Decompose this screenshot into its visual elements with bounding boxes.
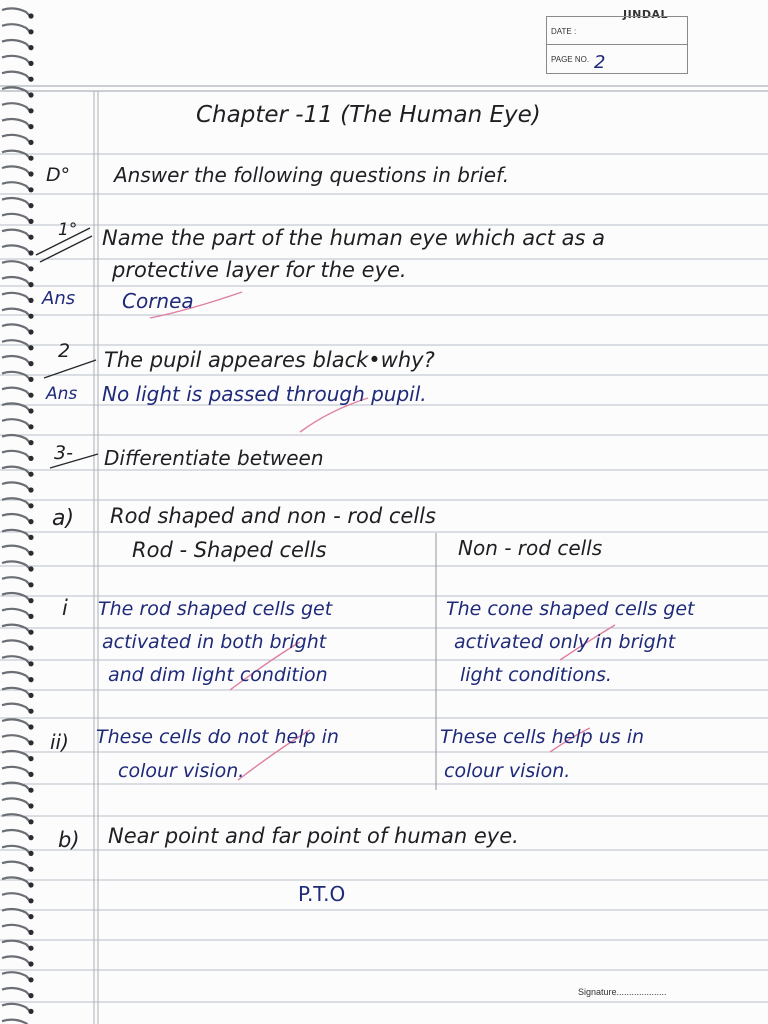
spiral-ring xyxy=(2,403,30,411)
binding-hole xyxy=(28,835,33,840)
spiral-ring xyxy=(2,735,30,743)
cone-cell-line: The cone shaped cells get xyxy=(446,598,695,620)
spiral-ring xyxy=(2,498,30,506)
binding-hole xyxy=(28,187,33,192)
binding-hole xyxy=(28,503,33,508)
spiral-ring xyxy=(2,925,30,933)
spiral-ring xyxy=(2,909,30,917)
spiral-ring xyxy=(2,72,30,80)
binding-hole xyxy=(28,77,33,82)
question-line: The pupil appeares black•why? xyxy=(104,348,435,372)
binding-hole xyxy=(28,282,33,287)
spiral-ring xyxy=(2,704,30,712)
spiral-ring xyxy=(2,625,30,633)
binding-hole xyxy=(28,677,33,682)
instruction-label: D° xyxy=(46,164,71,186)
binding-hole xyxy=(28,314,33,319)
spiral-ring xyxy=(2,561,30,569)
rod-cell-line: activated in both bright xyxy=(102,631,327,653)
binding-hole xyxy=(28,551,33,556)
page-no-value: 2 xyxy=(594,52,606,73)
spiral-ring xyxy=(2,388,30,396)
binding-hole xyxy=(28,377,33,382)
binding-hole xyxy=(28,140,33,145)
spiral-ring xyxy=(2,182,30,190)
binding-hole xyxy=(28,614,33,619)
binding-hole xyxy=(28,724,33,729)
spiral-ring xyxy=(2,8,30,16)
binding-hole xyxy=(28,13,33,18)
spiral-ring xyxy=(2,640,30,648)
binding-hole xyxy=(28,298,33,303)
spiral-ring xyxy=(2,798,30,806)
spiral-ring xyxy=(2,609,30,617)
spiral-ring xyxy=(2,814,30,822)
binding-hole xyxy=(28,361,33,366)
instruction-text: Answer the following questions in brief. xyxy=(114,163,510,187)
binding-hole xyxy=(28,124,33,129)
spiral-ring xyxy=(2,877,30,885)
spiral-ring xyxy=(2,324,30,332)
binding-hole xyxy=(28,519,33,524)
binding-hole xyxy=(28,1009,33,1014)
signature-label: Signature.................... xyxy=(578,987,667,997)
binding-hole xyxy=(28,819,33,824)
spiral-ring xyxy=(2,482,30,490)
spiral-ring xyxy=(2,941,30,949)
binding-hole xyxy=(28,171,33,176)
binding-hole xyxy=(28,772,33,777)
spiral-ring xyxy=(2,135,30,143)
spiral-ring xyxy=(2,751,30,759)
cone-cell-line: activated only in bright xyxy=(454,631,676,653)
pto-note: P.T.O xyxy=(298,882,346,906)
binding-hole xyxy=(28,946,33,951)
cone-cell-line: light conditions. xyxy=(460,664,612,686)
binding-hole xyxy=(28,472,33,477)
binding-hole xyxy=(28,693,33,698)
binding-hole xyxy=(28,630,33,635)
question-number: 2 xyxy=(58,340,71,362)
binding-hole xyxy=(28,709,33,714)
binding-hole xyxy=(28,867,33,872)
spiral-ring xyxy=(2,261,30,269)
spiral-ring xyxy=(2,40,30,48)
box-divider xyxy=(547,44,687,45)
answer-label: Ans xyxy=(42,288,76,309)
spiral-ring xyxy=(2,1004,30,1012)
binding-hole xyxy=(28,440,33,445)
rod-cell-line: These cells do not help in xyxy=(96,726,339,748)
date-label: DATE : xyxy=(551,27,577,36)
spiral-ring xyxy=(2,293,30,301)
cone-cell-line: colour vision. xyxy=(444,760,571,782)
spiral-ring xyxy=(2,688,30,696)
spiral-ring xyxy=(2,151,30,159)
binding-hole xyxy=(28,582,33,587)
part-b-text: Near point and far point of human eye. xyxy=(108,824,519,848)
binding-hole xyxy=(28,424,33,429)
binding-hole xyxy=(28,108,33,113)
spiral-ring xyxy=(2,972,30,980)
spiral-ring xyxy=(2,419,30,427)
binding-hole xyxy=(28,851,33,856)
spiral-ring xyxy=(2,230,30,238)
part-a-label: a) xyxy=(52,506,75,531)
binding-hole xyxy=(28,993,33,998)
spiral-ring xyxy=(2,546,30,554)
part-b-label: b) xyxy=(58,828,80,852)
binding-hole xyxy=(28,29,33,34)
date-pageno-box xyxy=(546,16,688,74)
spiral-ring xyxy=(2,862,30,870)
spiral-ring xyxy=(2,24,30,32)
question-line: Name the part of the human eye which act as a xyxy=(102,226,605,250)
spiral-ring xyxy=(2,767,30,775)
question-number: 3- xyxy=(54,442,73,464)
binding-hole xyxy=(28,882,33,887)
spiral-ring xyxy=(2,893,30,901)
spiral-ring xyxy=(2,451,30,459)
binding-hole xyxy=(28,740,33,745)
column-header-non-rod: Non - rod cells xyxy=(458,536,603,560)
binding-hole xyxy=(28,661,33,666)
part-a-text: Rod shaped and non - rod cells xyxy=(110,504,436,528)
binding-hole xyxy=(28,156,33,161)
spiral-ring xyxy=(2,846,30,854)
binding-hole xyxy=(28,393,33,398)
page-title: Chapter -11 (The Human Eye) xyxy=(196,102,541,128)
binding-hole xyxy=(28,408,33,413)
spiral-ring xyxy=(2,166,30,174)
spiral-ring xyxy=(2,245,30,253)
question-number: 1° xyxy=(58,220,78,240)
spiral-ring xyxy=(2,719,30,727)
spiral-ring xyxy=(2,56,30,64)
binding-hole xyxy=(28,45,33,50)
page-no-label: PAGE NO. xyxy=(551,55,590,64)
spiral-ring xyxy=(2,593,30,601)
spiral-ring xyxy=(2,356,30,364)
question-line: Differentiate between xyxy=(104,446,324,470)
binding-hole xyxy=(28,914,33,919)
binding-hole xyxy=(28,219,33,224)
binding-hole xyxy=(28,266,33,271)
binding-hole xyxy=(28,756,33,761)
spiral-ring xyxy=(2,672,30,680)
binding-hole xyxy=(28,977,33,982)
spiral-ring xyxy=(2,988,30,996)
spiral-ring xyxy=(2,467,30,475)
rod-cell-line: colour vision. xyxy=(118,760,245,782)
binding-hole xyxy=(28,456,33,461)
spiral-ring xyxy=(2,656,30,664)
spiral-ring xyxy=(2,277,30,285)
binding-hole xyxy=(28,961,33,966)
spiral-ring xyxy=(2,119,30,127)
binding-hole xyxy=(28,788,33,793)
cone-cell-line: These cells help us in xyxy=(440,726,645,748)
spiral-ring xyxy=(2,530,30,538)
answer-text: Cornea xyxy=(122,289,194,313)
spiral-ring xyxy=(2,214,30,222)
spiral-ring xyxy=(2,577,30,585)
answer-label: Ans xyxy=(46,384,78,404)
binding-hole xyxy=(28,803,33,808)
binding-hole xyxy=(28,898,33,903)
binding-hole xyxy=(28,535,33,540)
spiral-ring xyxy=(2,340,30,348)
binding-hole xyxy=(28,930,33,935)
binding-hole xyxy=(28,487,33,492)
spiral-ring xyxy=(2,103,30,111)
binding-hole xyxy=(28,566,33,571)
binding-hole xyxy=(28,329,33,334)
brand-label: JINDAL xyxy=(623,8,669,21)
binding-hole xyxy=(28,235,33,240)
spiral-ring xyxy=(2,830,30,838)
row-number: ii) xyxy=(50,730,69,754)
spiral-ring xyxy=(2,1020,30,1024)
spiral-ring xyxy=(2,309,30,317)
spiral-ring xyxy=(2,514,30,522)
binding-hole xyxy=(28,203,33,208)
binding-hole xyxy=(28,61,33,66)
spiral-binding xyxy=(0,0,40,1024)
spiral-ring xyxy=(2,435,30,443)
column-header-rod: Rod - Shaped cells xyxy=(132,538,327,562)
binding-hole xyxy=(28,92,33,97)
spiral-ring xyxy=(2,956,30,964)
binding-hole xyxy=(28,250,33,255)
spiral-ring xyxy=(2,87,30,95)
question-line: protective layer for the eye. xyxy=(112,258,407,282)
binding-hole xyxy=(28,345,33,350)
spiral-ring xyxy=(2,783,30,791)
spiral-ring xyxy=(2,198,30,206)
rod-cell-line: and dim light condition xyxy=(108,664,328,686)
binding-hole xyxy=(28,598,33,603)
answer-text: No light is passed through pupil. xyxy=(102,382,427,406)
row-number: i xyxy=(62,596,68,620)
binding-hole xyxy=(28,645,33,650)
rod-cell-line: The rod shaped cells get xyxy=(98,598,333,620)
spiral-ring xyxy=(2,372,30,380)
